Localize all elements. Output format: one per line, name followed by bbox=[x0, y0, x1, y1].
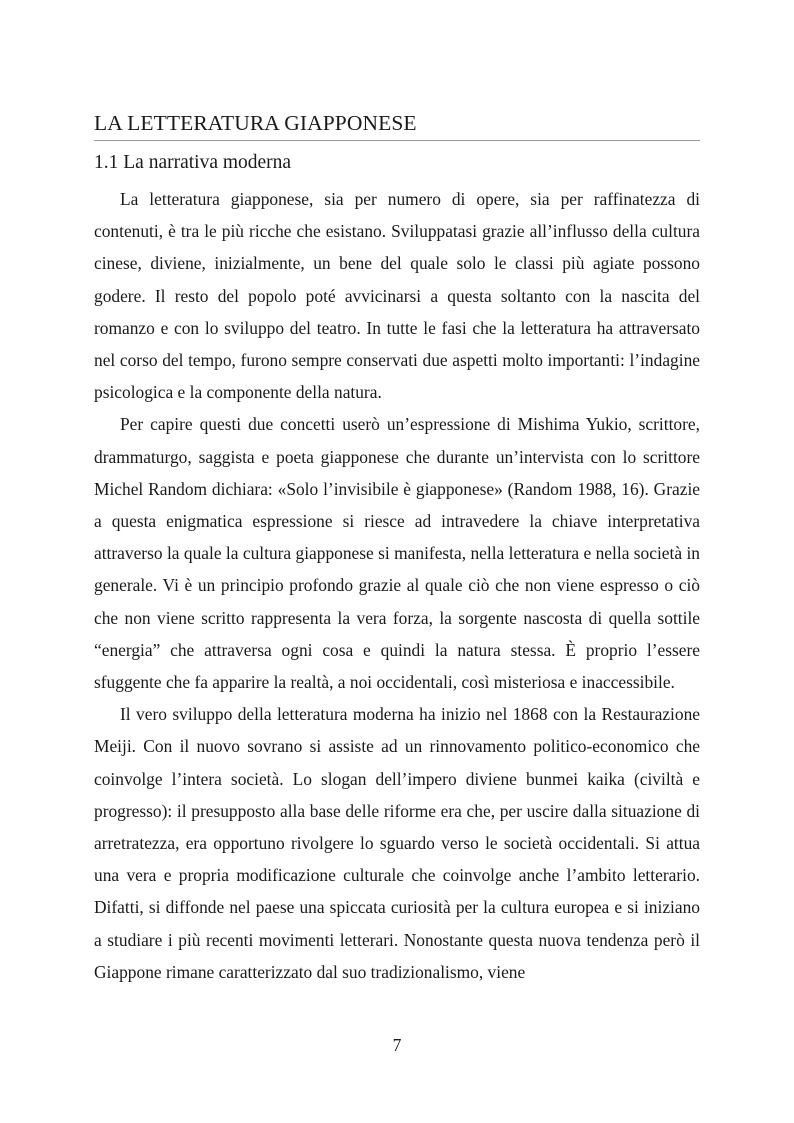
body-paragraph-1: La letteratura giapponese, sia per numero di opere, sia per raffinatezza di contenuti, è tra le più ricche che esistano. Sviluppatasi grazie all’influsso della cultura cinese, diviene, inizialmente, un bene del quale solo le classi più agiate possono godere. Il resto del popolo poté avvicinarsi a questa soltanto con la nascita del romanzo e con lo sviluppo del teatro. In tutte le fasi che la letteratura ha attraversato nel corso del tempo, furono sempre conservati due aspetti molto importanti: l’indagine psicologica e la componente della natura. bbox=[94, 189, 700, 403]
body-paragraph-3: Il vero sviluppo della letteratura moderna ha inizio nel 1868 con la Restaurazione Meiji. Con il nuovo sovrano si assiste ad un rinnovamento politico-economico che coinvolge l’intera società. Lo slogan dell’impero diviene bunmei kaika (civiltà e progresso): il presupposto alla base delle riforme era che, per uscire dalla situazione di arretratezza, era opportuno rivolgere lo sguardo verso le società occidentali. Si attua una vera e propria modificazione culturale che coinvolge anche l’ambito letterario. Difatti, si diffonde nel paese una spiccata curiosità per la cultura europea e si iniziano a studiare i più recenti movimenti letterari. Nonostante questa nuova tendenza però il Giappone rimane caratterizzato dal suo tradizionalismo, viene bbox=[94, 704, 700, 982]
section-title: 1.1 La narrativa moderna bbox=[94, 152, 292, 173]
body-paragraph-2: Per capire questi due concetti userò un’espressione di Mishima Yukio, scrittore, drammaturgo, saggista e poeta giapponese che durante un’intervista con lo scrittore Michel Random dichiara: «Solo l’invisibile è giapponese» (Random 1988, 16). Grazie a questa enigmatica espressione si riesce ad intravedere la chiave interpretativa attraverso la quale la cultura giapponese si manifesta, nella letteratura e nella società in generale. Vi è un principio profondo grazie al quale ciò che non viene espresso o ciò che non viene scritto rappresenta la vera forza, la sorgente nascosta di quella sottile “energia” che attraversa ogni cosa e quindi la natura stessa. È proprio l’essere sfuggente che fa apparire la realtà, a noi occidentali, così misteriosa e inaccessibile. bbox=[94, 414, 700, 693]
chapter-title: LA LETTERATURA GIAPPONESE bbox=[94, 108, 700, 141]
page-content bbox=[94, 108, 700, 988]
page-number: 7 bbox=[392, 1035, 402, 1055]
